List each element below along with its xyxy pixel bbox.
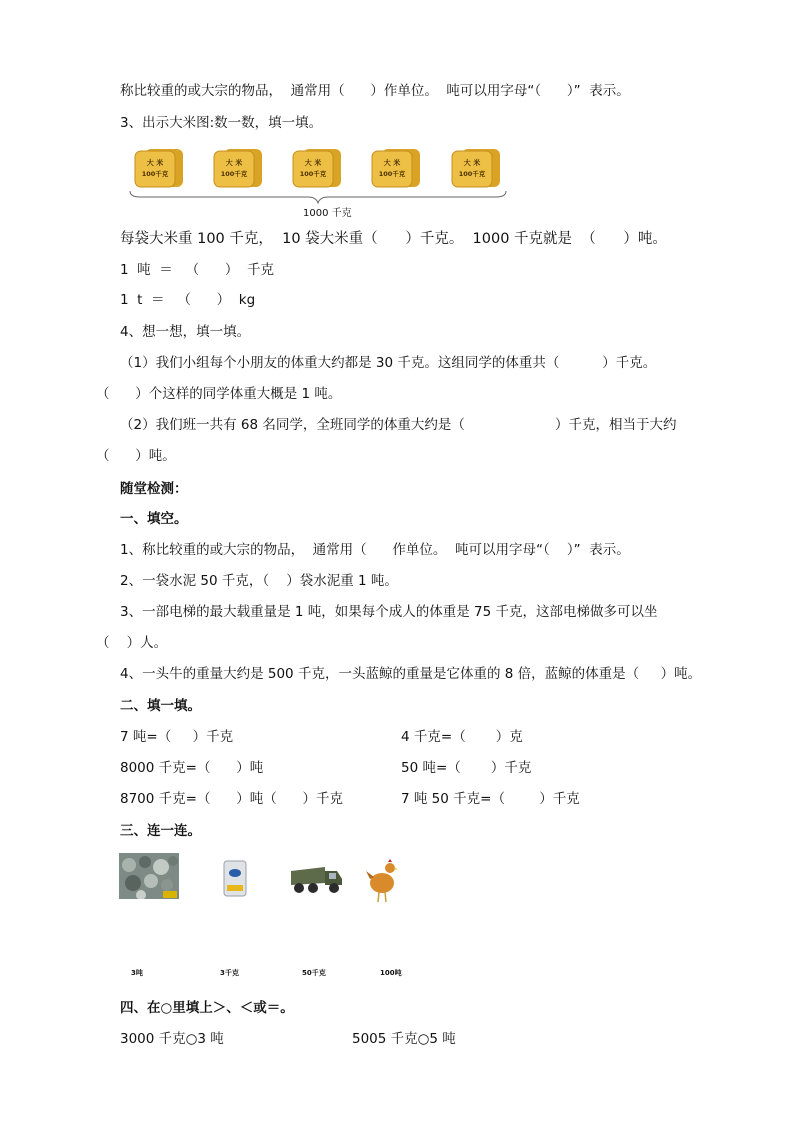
match-label-2: 3千克	[220, 969, 239, 977]
hen-icon	[366, 857, 398, 903]
question-4-title: 4、想一想，填一填。	[120, 324, 251, 340]
svg-text:大 米: 大 米	[146, 159, 164, 167]
rice-bag-icon	[370, 147, 422, 189]
question-4-1: （1）我们小组每个小朋友的体重大约都是 30 千克。这组同学的体重共（ ）千克。	[120, 355, 657, 371]
match-label-3: 50千克	[302, 969, 326, 977]
svg-text:大 米: 大 米	[463, 159, 481, 167]
ton-to-kg: 1 吨 ＝ （ ） 千克	[120, 262, 274, 278]
section-match: 三、连一连。	[120, 823, 201, 839]
quiz-q4: 4、一头牛的重量大约是 500 千克，一头蓝鲸的重量是它体重的 8 倍，蓝鲸的体重是（ ）吨。	[120, 666, 702, 682]
question-3-title: 3、出示大米图:数一数，填一填。	[120, 115, 323, 131]
rock-pile-icon	[119, 853, 179, 899]
brace-label: 1000 千克	[303, 208, 352, 219]
rice-question: 每袋大米重 100 千克， 10 袋大米重（ ）千克。 1000 千克就是 （ ）吨。	[120, 231, 667, 247]
svg-text:100千克: 100千克	[378, 170, 406, 178]
section-fill-blank: 一、填空。	[120, 511, 188, 527]
svg-text:大 米: 大 米	[304, 159, 322, 167]
conversion-6: 7 吨 50 千克=（ ）千克	[401, 791, 580, 807]
match-label-1: 3吨	[131, 969, 143, 977]
conversion-3: 8000 千克=（ ）吨	[120, 760, 264, 776]
question-4-2: （2）我们班一共有 68 名同学，全班同学的体重大约是（ ）千克，相当于大约	[120, 417, 677, 433]
quiz-q1: 1、称比较重的或大宗的物品， 通常用（ 作单位。 吨可以用字母“（ ）” 表示。	[120, 542, 630, 558]
quiz-q3: 3、一部电梯的最大载重量是 1 吨，如果每个成人的体重是 75 千克，这部电梯做多可以坐	[120, 604, 658, 620]
match-label-4: 100吨	[380, 969, 402, 977]
svg-text:100千克: 100千克	[458, 170, 486, 178]
intro-line: 称比较重的或大宗的物品， 通常用（ ）作单位。 吨可以用字母“（ ）” 表示。	[120, 83, 630, 99]
rice-bag-icon	[291, 147, 343, 189]
section-compare: 四、在○里填上＞、＜或＝。	[120, 1000, 294, 1016]
svg-text:100千克: 100千克	[220, 170, 248, 178]
svg-text:大 米: 大 米	[225, 159, 243, 167]
quiz-title: 随堂检测：	[120, 481, 188, 497]
svg-text:大 米: 大 米	[383, 159, 401, 167]
question-4-2-cont: （ ）吨。	[96, 448, 176, 464]
conversion-1: 7 吨=（ ）千克	[120, 729, 234, 745]
curly-brace-icon	[128, 190, 508, 204]
quiz-q2: 2、一袋水泥 50 千克，（ ）袋水泥重 1 吨。	[120, 573, 398, 589]
rice-bag-icon	[450, 147, 502, 189]
cement-bag-icon	[222, 858, 248, 898]
question-4-1-cont: （ ）个这样的同学体重大概是 1 吨。	[96, 386, 342, 402]
svg-text:100千克: 100千克	[141, 170, 169, 178]
quiz-q3-cont: （ ）人。	[96, 635, 168, 651]
rice-bag-icon	[212, 147, 264, 189]
conversion-5: 8700 千克=（ ）吨（ ）千克	[120, 791, 343, 807]
rice-bag-icon	[133, 147, 185, 189]
svg-text:100千克: 100千克	[299, 170, 327, 178]
section-fill-in: 二、填一填。	[120, 698, 201, 714]
conversion-4: 50 吨=（ ）千克	[401, 760, 532, 776]
conversion-2: 4 千克=（ ）克	[401, 729, 523, 745]
military-truck-icon	[287, 861, 345, 895]
t-to-kg: 1 t ＝ （ ） kg	[120, 292, 256, 308]
compare-1: 3000 千克○3 吨	[120, 1031, 224, 1047]
compare-2: 5005 千克○5 吨	[352, 1031, 456, 1047]
